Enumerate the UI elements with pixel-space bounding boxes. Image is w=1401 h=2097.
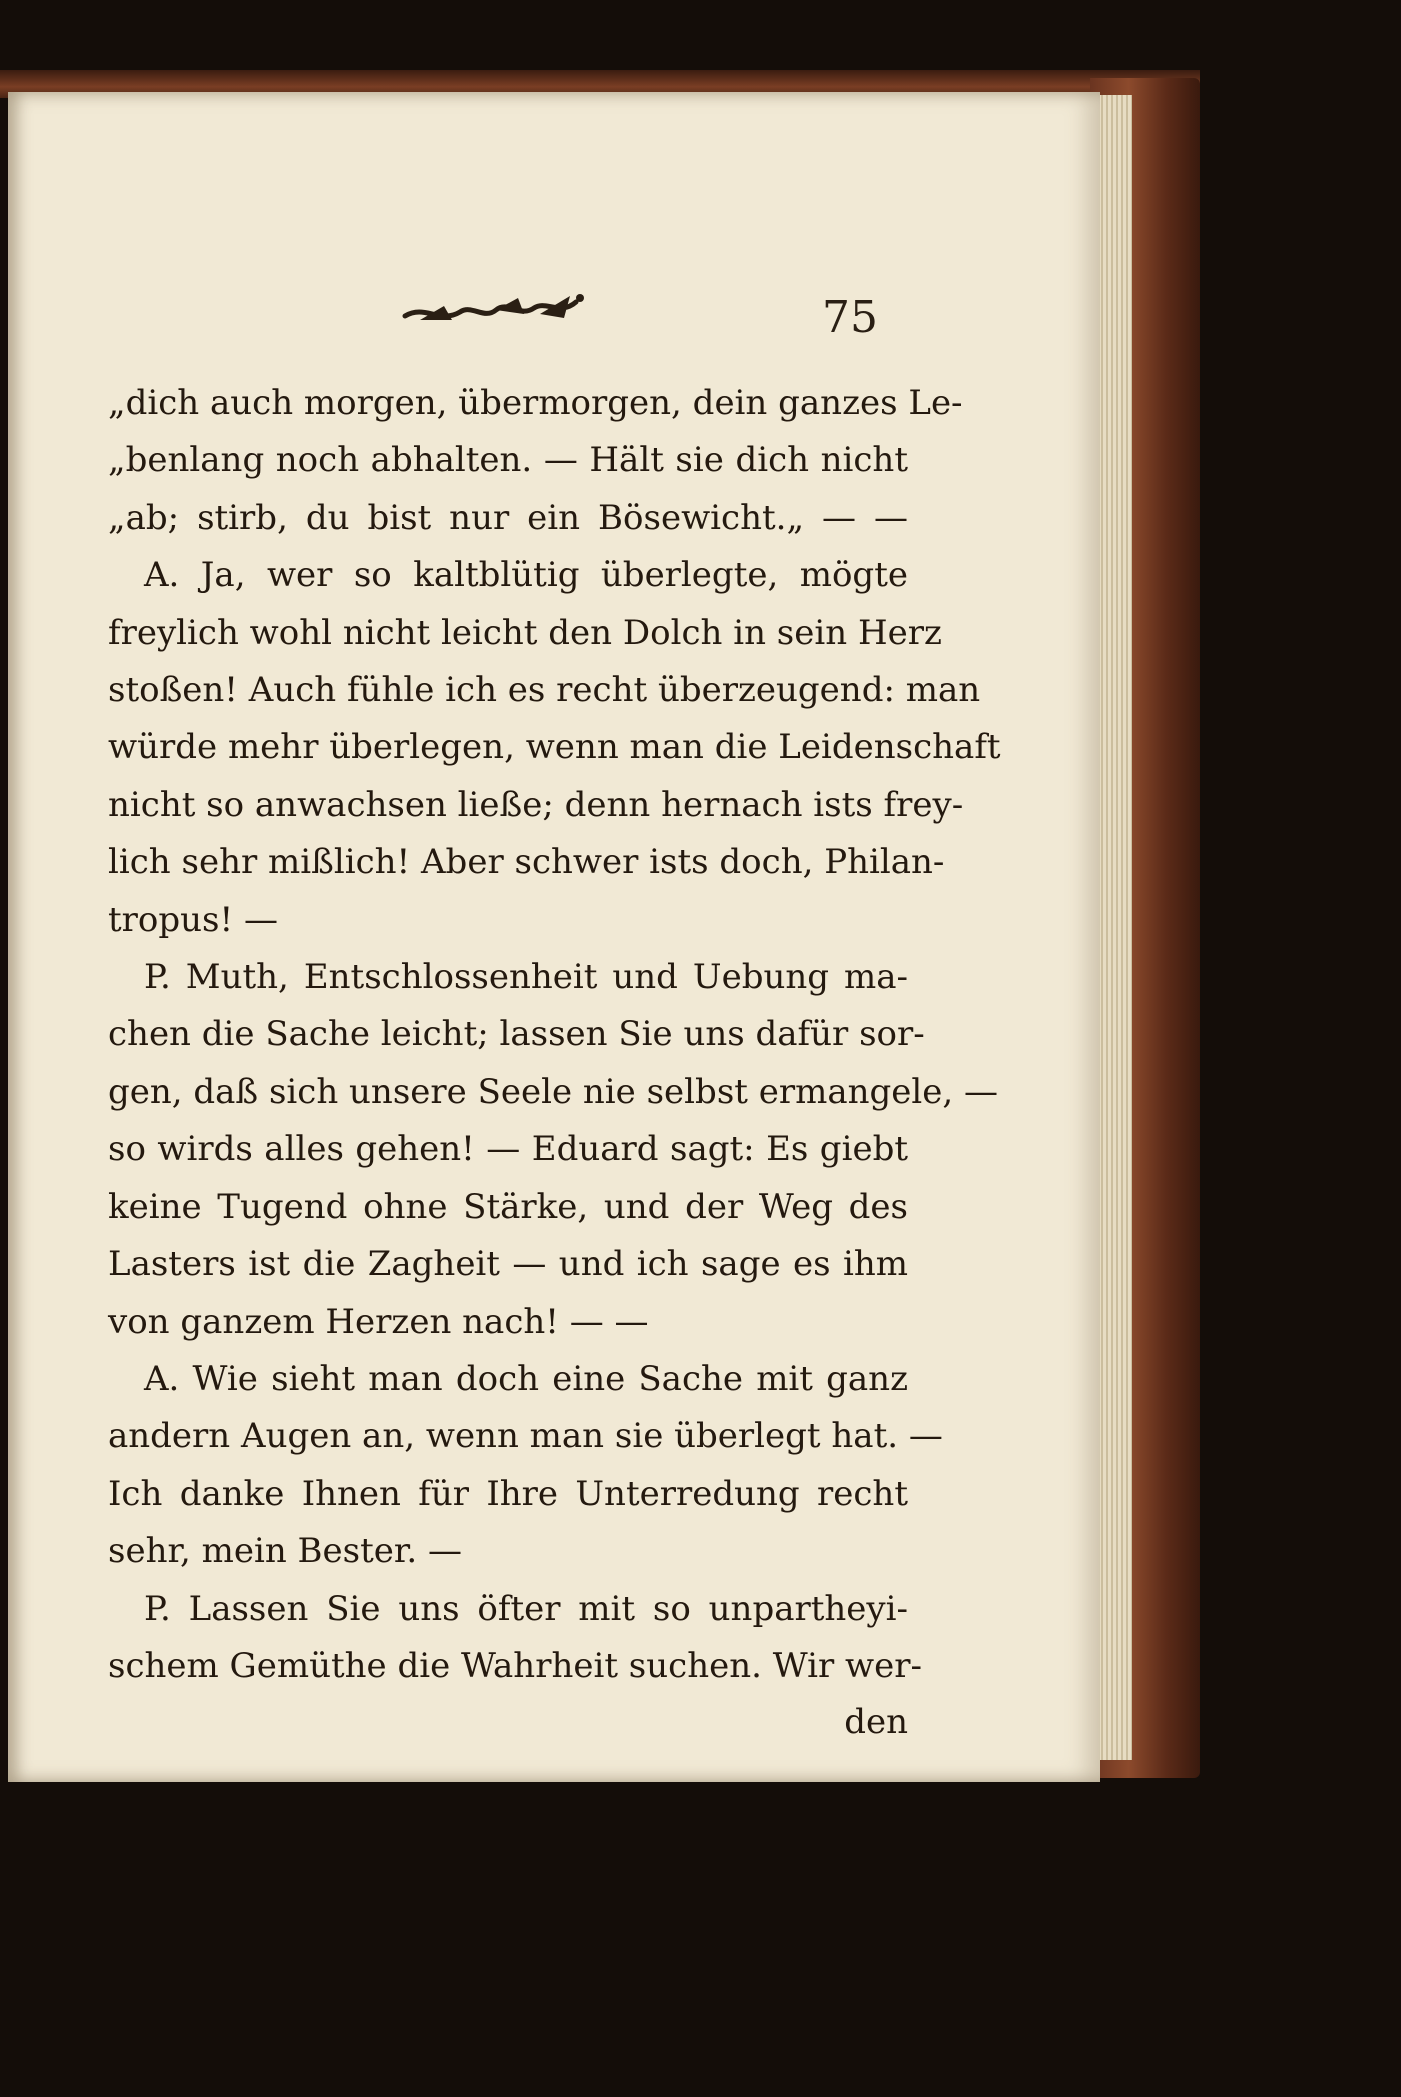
- text-line: „ab; stirb, du bist nur ein Bösewicht.„ — —: [108, 497, 908, 538]
- text-line: sehr, mein Bester. —: [108, 1531, 463, 1572]
- text-line: P. Muth, Entschlossenheit und Uebung ma-: [144, 957, 908, 998]
- ornament-icon: [400, 286, 590, 338]
- text-line: „dich auch morgen, übermorgen, dein ganzes Le-: [108, 383, 963, 423]
- text-line: Lasters ist die Zagheit — und ich sage es ihm: [108, 1244, 908, 1285]
- text-line: Ich danke Ihnen für Ihre Unterredung recht: [108, 1473, 908, 1514]
- text-line: P. Lassen Sie uns öfter mit so unpartheyi-: [144, 1588, 908, 1629]
- page-number: 75: [822, 292, 878, 343]
- page-edges: [1098, 95, 1132, 1760]
- text-line: von ganzem Herzen nach! — —: [108, 1301, 649, 1342]
- text-line: stoßen! Auch fühle ich es recht überzeugend: man: [108, 670, 981, 711]
- text-line: so wirds alles gehen! — Eduard sagt: Es giebt: [108, 1129, 908, 1170]
- text-line: andern Augen an, wenn man sie überlegt hat. —: [108, 1416, 943, 1457]
- text-line: A. Wie sieht man doch eine Sache mit ganz: [144, 1358, 908, 1399]
- text-line: keine Tugend ohne Stärke, und der Weg des: [108, 1186, 908, 1227]
- text-line: A. Ja, wer so kaltblütig überlegte, mögte: [144, 555, 908, 596]
- body-text: [108, 375, 1001, 1695]
- text-line: nicht so anwachsen ließe; denn hernach ists frey-: [108, 784, 964, 825]
- text-line: würde mehr überlegen, wenn man die Leidenschaft: [108, 727, 1001, 768]
- text-line: tropus! —: [108, 899, 278, 940]
- text-line: gen, daß sich unsere Seele nie selbst ermangele, —: [108, 1071, 999, 1112]
- text-line: chen die Sache leicht; lassen Sie uns dafür sor-: [108, 1014, 925, 1055]
- text-line: lich sehr mißlich! Aber schwer ists doch, Philan-: [108, 842, 945, 883]
- text-line: „benlang noch abhalten. — Hält sie dich nicht: [108, 440, 908, 481]
- text-line: schem Gemüthe die Wahrheit suchen. Wir wer-: [108, 1645, 922, 1686]
- text-line: freylich wohl nicht leicht den Dolch in sein Herz: [108, 612, 942, 653]
- catchword-line: [108, 1694, 908, 1751]
- catchword: den: [844, 1702, 908, 1742]
